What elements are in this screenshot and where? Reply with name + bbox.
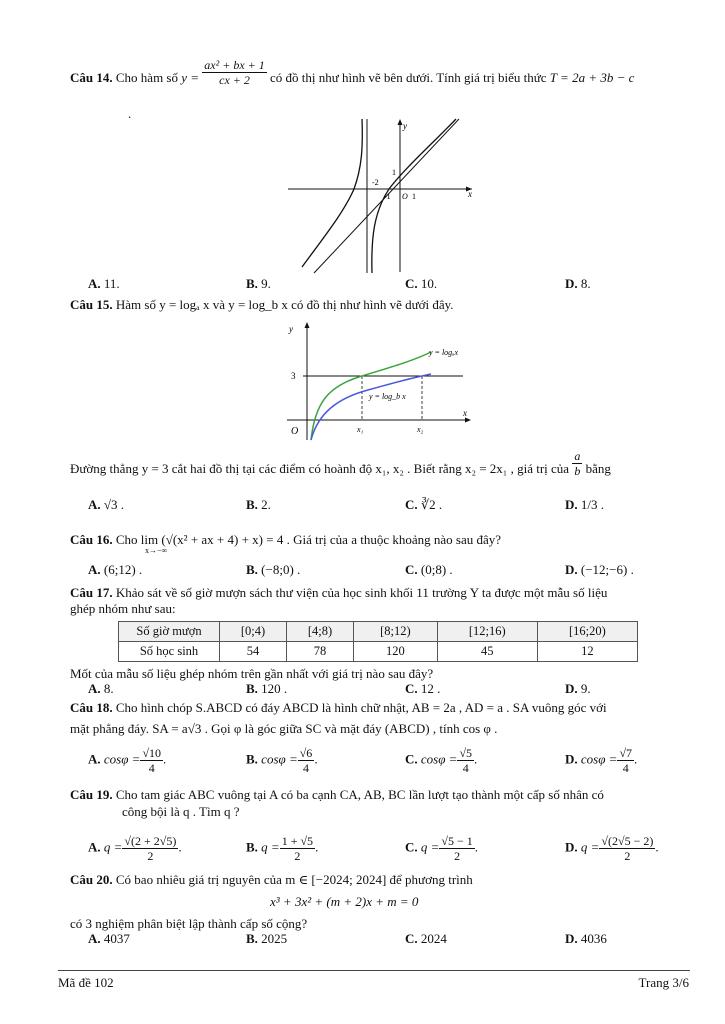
option-pre: cosφ = bbox=[420, 751, 458, 767]
q20-option-b[interactable] bbox=[246, 931, 287, 947]
q16-text: Cho lim (√(x² + ax + 4) + x) = 4 . Giá trị của a thuộc khoảng nào sau đây? bbox=[115, 532, 501, 547]
q19-option-d[interactable] bbox=[565, 834, 659, 863]
option-den: 2 bbox=[454, 849, 461, 863]
q16-option-c[interactable] bbox=[405, 562, 453, 578]
q17-text2: ghép nhóm như sau: bbox=[70, 601, 176, 616]
q20-text2: có 3 nghiệm phân biệt lập thành cấp số cộng? bbox=[70, 916, 308, 931]
option-value: (6;12) . bbox=[103, 562, 143, 577]
table-cell: 120 bbox=[354, 642, 438, 662]
option-key: B. bbox=[246, 839, 258, 855]
q16-option-b[interactable] bbox=[246, 562, 300, 578]
option-value: 8. bbox=[580, 276, 591, 291]
option-value: (−8;0) . bbox=[261, 562, 301, 577]
q20-equation: x³ + 3x² + (m + 2)x + m = 0 bbox=[270, 894, 419, 909]
option-key: B. bbox=[246, 276, 258, 291]
option-num: √5 bbox=[459, 746, 473, 760]
option-key: A. bbox=[88, 931, 101, 946]
option-key: D. bbox=[565, 839, 578, 855]
q18-option-c[interactable] bbox=[405, 746, 477, 775]
q16-option-d[interactable] bbox=[565, 562, 634, 578]
q17-text1: Khảo sát về số giờ mượn sách thư viện của học sinh khối 11 trường Y ta được một mẫu số liệu bbox=[115, 585, 608, 600]
q14-option-c[interactable] bbox=[405, 276, 437, 292]
option-value: 120 . bbox=[261, 681, 288, 696]
q18-text1: Cho hình chóp S.ABCD có đáy ABCD là hình chữ nhật, AB = 2a , AD = a . SA vuông góc với bbox=[115, 700, 607, 715]
option-key: A. bbox=[88, 751, 101, 767]
option-value: 8. bbox=[103, 681, 114, 696]
q20-option-a[interactable] bbox=[88, 931, 130, 947]
option-num: 1 + √5 bbox=[281, 834, 314, 848]
q14-fraction bbox=[202, 58, 266, 87]
option-key: A. bbox=[88, 562, 101, 577]
q19-line1 bbox=[70, 787, 604, 803]
q15-origin: O bbox=[291, 426, 299, 437]
q14-line bbox=[70, 57, 635, 87]
option-frac bbox=[599, 834, 655, 863]
table-cell: 78 bbox=[287, 642, 354, 662]
q18-label: Câu 18. bbox=[70, 700, 113, 715]
option-frac bbox=[617, 746, 634, 775]
option-post: . bbox=[315, 839, 319, 855]
q16-line bbox=[70, 532, 501, 548]
q14-expr: T = 2a + 3b − c bbox=[549, 70, 635, 85]
option-frac bbox=[140, 746, 163, 775]
q15-x-label: x bbox=[463, 408, 467, 418]
q17-table bbox=[118, 621, 638, 662]
table-cell: [8;12) bbox=[354, 622, 438, 642]
option-num: √5 − 1 bbox=[441, 834, 473, 848]
option-key: D. bbox=[565, 931, 578, 946]
option-key: A. bbox=[88, 276, 101, 291]
option-post: . bbox=[178, 839, 182, 855]
option-key: A. bbox=[88, 839, 101, 855]
q14-left-branch bbox=[302, 119, 362, 267]
option-pre: q = bbox=[103, 839, 123, 855]
option-post: . bbox=[474, 839, 479, 855]
q14-text1: Cho hàm số bbox=[115, 70, 178, 85]
q15-option-a[interactable] bbox=[88, 497, 124, 513]
q17-option-c[interactable] bbox=[405, 681, 440, 697]
q16-option-a[interactable] bbox=[88, 562, 142, 578]
option-post: . bbox=[634, 751, 638, 767]
q15-line2 bbox=[70, 448, 611, 478]
option-key: C. bbox=[405, 497, 418, 512]
option-pre: cosφ = bbox=[261, 751, 298, 767]
q15-curve-blue bbox=[311, 374, 431, 440]
option-frac bbox=[122, 834, 178, 863]
option-key: D. bbox=[565, 681, 578, 696]
q19-option-a[interactable] bbox=[88, 834, 182, 863]
q15-x1-label: x₁ bbox=[357, 425, 364, 434]
option-key: D. bbox=[565, 751, 578, 767]
q19-text1: Cho tam giác ABC vuông tại A có ba cạnh CA, AB, BC lần lượt tạo thành một cấp số nhân có bbox=[115, 787, 604, 802]
option-key: C. bbox=[405, 931, 418, 946]
q18-line1 bbox=[70, 700, 607, 716]
option-key: B. bbox=[246, 751, 258, 767]
q17-question: Mốt của mẫu số liệu ghép nhóm trên gần nhất với giá trị nào sau đây? bbox=[70, 666, 434, 681]
option-value: 12 . bbox=[420, 681, 441, 696]
q14-tick-neg2: -2 bbox=[372, 178, 379, 187]
table-cell: Số giờ mượn bbox=[119, 622, 220, 642]
q14-tick-neg1: -1 bbox=[384, 192, 391, 201]
option-value: 2025 bbox=[261, 931, 288, 946]
option-value: ∛2 . bbox=[420, 497, 443, 512]
q18-text2: mặt phẳng đáy. SA = a√3 . Gọi φ là góc giữa SC và mặt đáy (ABCD) , tính cos φ . bbox=[70, 721, 498, 736]
q15-option-b[interactable] bbox=[246, 497, 271, 513]
option-key: A. bbox=[88, 681, 101, 696]
option-key: C. bbox=[405, 839, 418, 855]
q15-frac bbox=[572, 449, 582, 478]
q14-option-d[interactable] bbox=[565, 276, 591, 292]
q14-tick-1-y: 1 bbox=[392, 168, 396, 177]
option-num: √7 bbox=[619, 746, 633, 760]
q15-frac-num: a bbox=[574, 448, 581, 463]
option-frac bbox=[298, 746, 318, 775]
table-cell: [0;4) bbox=[220, 622, 287, 642]
option-value: √3 . bbox=[103, 497, 125, 512]
q14-graph bbox=[284, 117, 476, 275]
option-pre: q = bbox=[420, 839, 440, 855]
q15-frac-den: b bbox=[574, 463, 581, 478]
option-frac bbox=[439, 834, 474, 863]
q19-option-c[interactable] bbox=[405, 834, 478, 863]
option-value: 11. bbox=[103, 276, 120, 291]
option-den: 4 bbox=[303, 761, 310, 775]
option-key: B. bbox=[246, 681, 258, 696]
q14-y-label: y bbox=[403, 121, 407, 131]
option-value: 2024 bbox=[420, 931, 447, 946]
q19-option-b[interactable] bbox=[246, 834, 318, 863]
q15-x-arrow-icon bbox=[465, 418, 471, 423]
q14-den: cx + 2 bbox=[219, 72, 250, 87]
q16-label: Câu 16. bbox=[70, 532, 113, 547]
q20-option-d[interactable] bbox=[565, 931, 607, 947]
option-pre: q = bbox=[261, 839, 280, 855]
option-value: (0;8) . bbox=[420, 562, 453, 577]
q14-x-label: x bbox=[468, 189, 472, 199]
footer-divider bbox=[58, 970, 690, 971]
q17-option-a[interactable] bbox=[88, 681, 114, 697]
table-cell: 12 bbox=[537, 642, 637, 662]
q15-label: Câu 15. bbox=[70, 297, 113, 312]
q20-line1 bbox=[70, 872, 473, 888]
q14-label: Câu 14. bbox=[70, 70, 113, 85]
option-post: . bbox=[163, 751, 167, 767]
q15-y3-label: 3 bbox=[291, 371, 296, 381]
q14-origin: O bbox=[402, 192, 408, 201]
footer-page-number: Trang 3/6 bbox=[638, 975, 689, 990]
q15-curve-b-label: y = log_b x bbox=[369, 392, 406, 401]
table-cell: 54 bbox=[220, 642, 287, 662]
q15-graph bbox=[283, 318, 475, 442]
q20-option-c[interactable] bbox=[405, 931, 447, 947]
option-key: C. bbox=[405, 751, 418, 767]
q19-label: Câu 19. bbox=[70, 787, 113, 802]
q16-lim-sub: x→−∞ bbox=[145, 546, 168, 555]
option-frac bbox=[457, 746, 474, 775]
option-num: √6 bbox=[299, 746, 313, 760]
option-post: . bbox=[314, 751, 318, 767]
q15-option-c[interactable] bbox=[405, 497, 442, 513]
q15-curve-a-label: y = logₐx bbox=[429, 348, 459, 357]
option-den: 4 bbox=[622, 761, 629, 775]
option-num: √(2√5 − 2) bbox=[601, 834, 654, 848]
option-value: 10. bbox=[420, 276, 438, 291]
option-key: C. bbox=[405, 276, 418, 291]
option-den: 4 bbox=[462, 761, 469, 775]
option-den: 2 bbox=[624, 849, 631, 863]
q14-y-eq: y = bbox=[181, 70, 200, 85]
q15-text: Hàm số y = logₐ x và y = log_b x có đồ thị như hình vẽ dưới đây. bbox=[115, 297, 454, 312]
table-cell: [16;20) bbox=[537, 622, 637, 642]
q14-text2: có đồ thị như hình vẽ bên dưới. Tính giá trị biểu thức bbox=[270, 70, 547, 85]
option-key: B. bbox=[246, 497, 258, 512]
option-pre: q = bbox=[580, 839, 600, 855]
table-cell: [4;8) bbox=[287, 622, 354, 642]
table-cell: 45 bbox=[437, 642, 537, 662]
table-cell: Số học sinh bbox=[119, 642, 220, 662]
table-row bbox=[119, 642, 638, 662]
table-row bbox=[119, 622, 638, 642]
q20-label: Câu 20. bbox=[70, 872, 113, 887]
q20-text1: Có bao nhiêu giá trị nguyên của m ∈ [−2024; 2024] để phương trình bbox=[115, 872, 473, 887]
q15-option-d[interactable] bbox=[565, 497, 604, 513]
option-value: 9. bbox=[580, 681, 591, 696]
q14-option-b[interactable] bbox=[246, 276, 271, 292]
option-value: 4036 bbox=[580, 931, 607, 946]
option-pre: cosφ = bbox=[103, 751, 141, 767]
option-key: D. bbox=[565, 276, 578, 291]
q15-line2-a: Đường thẳng y = 3 cắt hai đồ thị tại các điểm có hoành độ x₁, x₂ . Biết rằng x₂ = 2x₁ , giá trị của bbox=[70, 461, 570, 476]
option-den: 4 bbox=[148, 761, 155, 775]
q15-line2-b: bằng bbox=[585, 461, 611, 476]
q17-option-b[interactable] bbox=[246, 681, 287, 697]
q15-y-label: y bbox=[289, 324, 293, 334]
option-post: . bbox=[655, 839, 659, 855]
footer-exam-code: Mã đề 102 bbox=[58, 975, 114, 990]
option-num: √10 bbox=[142, 746, 162, 760]
q15-x2-label: x₂ bbox=[417, 425, 424, 434]
option-key: B. bbox=[246, 931, 258, 946]
q14-option-a[interactable] bbox=[88, 276, 120, 292]
table-cell: [12;16) bbox=[437, 622, 537, 642]
option-key: B. bbox=[246, 562, 258, 577]
option-key: A. bbox=[88, 497, 101, 512]
option-pre: cosφ = bbox=[580, 751, 618, 767]
option-value: 4037 bbox=[103, 931, 130, 946]
option-value: 9. bbox=[261, 276, 271, 291]
option-frac bbox=[280, 834, 315, 863]
option-value: 1/3 . bbox=[580, 497, 605, 512]
option-den: 2 bbox=[147, 849, 154, 863]
q17-option-d[interactable] bbox=[565, 681, 591, 697]
option-key: C. bbox=[405, 562, 418, 577]
q14-tick-1-x: 1 bbox=[412, 192, 416, 201]
q14-num: ax² + bx + 1 bbox=[204, 57, 265, 72]
q18-option-b[interactable] bbox=[246, 746, 318, 775]
option-den: 2 bbox=[294, 849, 301, 863]
option-post: . bbox=[474, 751, 478, 767]
option-value: 2. bbox=[261, 497, 271, 512]
option-value: (−12;−6) . bbox=[580, 562, 634, 577]
q18-option-a[interactable] bbox=[88, 746, 166, 775]
q19-text2: công bội là q . Tìm q ? bbox=[122, 804, 240, 819]
q14-y-arrow-icon bbox=[398, 119, 403, 125]
q15-line bbox=[70, 297, 454, 313]
q17-label: Câu 17. bbox=[70, 585, 113, 600]
q14-dot: . bbox=[128, 106, 132, 121]
q18-option-d[interactable] bbox=[565, 746, 637, 775]
q15-y-arrow-icon bbox=[305, 322, 310, 328]
option-key: C. bbox=[405, 681, 418, 696]
option-key: D. bbox=[565, 497, 578, 512]
q17-line1 bbox=[70, 585, 607, 601]
option-key: D. bbox=[565, 562, 578, 577]
option-num: √(2 + 2√5) bbox=[124, 834, 177, 848]
